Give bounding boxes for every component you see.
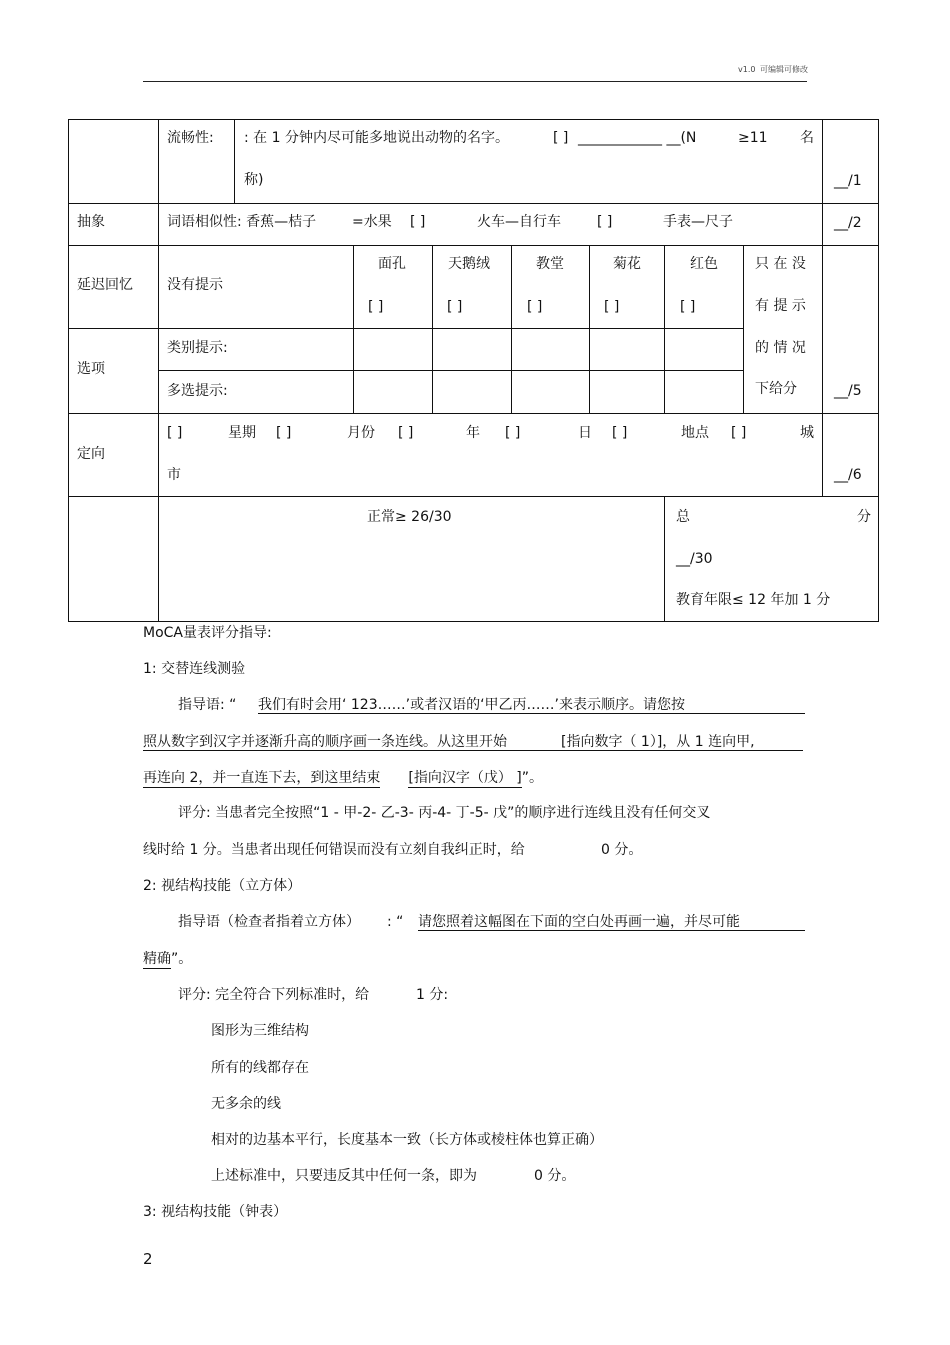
editable-tag: 可编辑可修改 <box>760 65 808 74</box>
section-3-title: 3: 视结构技能（钟表） <box>143 1204 288 1220</box>
section-1-instruction-line-3: 再连向 2，并一直连下去，到这里结束 [指向汉字（戊） ]”。 <box>143 770 543 786</box>
fluency-blank: ____________ __(N <box>578 130 697 146</box>
fluency-unit-1: 名 <box>800 130 814 146</box>
fluency-checkbox: [ ] <box>553 130 569 146</box>
education-adjustment: 教育年限≤ 12 年加 1 分 <box>676 592 831 608</box>
criterion-3d: 图形为三维结构 <box>211 1023 309 1039</box>
abstraction-checkbox-2: [ ] <box>597 214 613 230</box>
orientation-place: 地点 <box>681 425 709 441</box>
abstraction-pair-2: 手表—尺子 <box>663 214 733 230</box>
section-2-fail-rule: 上述标准中，只要违反其中任何一条，即为 <box>211 1168 477 1184</box>
recall-note-line-2: 有 提 示 <box>755 298 806 314</box>
recall-checkbox-daisy: [ ] <box>604 299 620 315</box>
recall-word-red: 红色 <box>690 256 718 272</box>
total-label-1: 总 <box>676 509 690 525</box>
recall-checkbox-velvet: [ ] <box>447 299 463 315</box>
fluency-label: 流畅性: <box>167 130 214 146</box>
delayed-recall-score: __/5 <box>834 383 862 399</box>
normal-threshold: 正常≥ 26/30 <box>367 509 452 525</box>
recall-note-line-1: 只 在 没 <box>755 256 806 272</box>
guide-title: MoCA量表评分指导: <box>143 625 272 641</box>
fluency-unit-2: 称) <box>244 172 264 188</box>
section-2-instruction-end: 精确”。 <box>143 951 193 967</box>
delayed-recall-label: 延迟回忆 <box>77 277 133 293</box>
section-2-scoring-point: 1 分: <box>416 987 449 1003</box>
recall-checkbox-church: [ ] <box>527 299 543 315</box>
section-1-scoring-zero: 0 分。 <box>601 842 643 858</box>
category-cue-label: 类别提示: <box>167 340 228 356</box>
orientation-score: __/6 <box>834 467 862 483</box>
criterion-all-lines: 所有的线都存在 <box>211 1060 309 1076</box>
fluency-criterion: ≥11 <box>738 130 768 146</box>
criterion-parallel-edges: 相对的边基本平行，长度基本一致（长方体或棱柱体也算正确） <box>211 1132 603 1148</box>
orientation-checkbox-month: [ ] <box>276 425 292 441</box>
recall-note-line-3: 的 情 况 <box>755 340 806 356</box>
orientation-label: 定向 <box>77 446 105 462</box>
abstraction-score: __/2 <box>834 215 862 231</box>
recall-checkbox-red: [ ] <box>680 299 696 315</box>
total-score: __/30 <box>676 551 713 567</box>
fluency-task: : 在 1 分钟内尽可能多地说出动物的名字。 <box>244 130 509 146</box>
orientation-weekday: 星期 <box>228 425 256 441</box>
section-2-instruction-label: 指导语（检查者指着立方体） <box>178 914 360 930</box>
orientation-checkbox-weekday: [ ] <box>167 425 183 441</box>
version-label: v1.0 <box>738 65 756 74</box>
header-rule <box>143 81 807 82</box>
orientation-checkbox-city: [ ] <box>731 425 747 441</box>
orientation-month: 月份 <box>347 425 375 441</box>
recall-checkbox-face: [ ] <box>368 299 384 315</box>
section-1-scoring-line-2: 线时给 1 分。当患者出现任何错误而没有立刻自我纠正时，给 <box>143 842 525 858</box>
orientation-checkbox-place: [ ] <box>612 425 628 441</box>
orientation-city-wrap: 市 <box>167 467 181 483</box>
recall-word-velvet: 天鹅绒 <box>448 256 490 272</box>
abstraction-pair-1: 火车—自行车 <box>477 214 561 230</box>
section-1-scoring-line-1: 评分: 当患者完全按照“1 - 甲-2- 乙-3- 丙-4- 丁-5- 戊”的顺序进行连线且没有任何交叉 <box>178 805 711 821</box>
page-number: 2 <box>143 1250 153 1268</box>
fluency-score: __/1 <box>834 173 862 189</box>
section-1-instruction-line-2: 照从数字到汉字并逐渐升高的顺序画一条连线。从这里开始 [指向数字（ 1）]，从 1 连向甲, <box>143 735 803 751</box>
recall-note-line-4: 下给分 <box>755 381 797 397</box>
section-2-title: 2: 视结构技能（立方体） <box>143 878 302 894</box>
orientation-city: 城 <box>800 425 814 441</box>
abstraction-checkbox-1: [ ] <box>410 214 426 230</box>
section-2-fail-score: 0 分。 <box>534 1168 576 1184</box>
recall-word-face: 面孔 <box>378 256 406 272</box>
abstraction-task: 词语相似性: 香蕉—桔子 <box>167 214 317 230</box>
section-1-title: 1: 交替连线测验 <box>143 661 246 677</box>
section-1-instruction-label: 指导语: “ <box>178 697 237 713</box>
orientation-day: 日 <box>578 425 592 441</box>
orientation-year: 年 <box>466 425 480 441</box>
section-2-instruction-colon: : “ <box>387 914 404 930</box>
section-2-instruction-text: 请您照着这幅图在下面的空白处再画一遍，并尽可能 <box>418 915 805 931</box>
orientation-checkbox-day: [ ] <box>505 425 521 441</box>
criterion-no-extra-lines: 无多余的线 <box>211 1096 281 1112</box>
abstraction-example: =水果 <box>352 214 392 230</box>
orientation-checkbox-year: [ ] <box>398 425 414 441</box>
recall-word-church: 教堂 <box>536 256 564 272</box>
abstraction-label: 抽象 <box>77 214 105 230</box>
recall-word-daisy: 菊花 <box>613 256 641 272</box>
multiple-choice-label: 多选提示: <box>167 383 228 399</box>
section-1-instruction-line-1: 我们有时会用‘ 123……’或者汉语的‘甲乙丙……’来表示顺序。请您按 <box>258 698 805 714</box>
no-cue-label: 没有提示 <box>167 277 223 293</box>
total-label-2: 分 <box>857 509 871 525</box>
options-label: 选项 <box>77 361 105 377</box>
section-2-scoring: 评分: 完全符合下列标准时，给 <box>178 987 370 1003</box>
